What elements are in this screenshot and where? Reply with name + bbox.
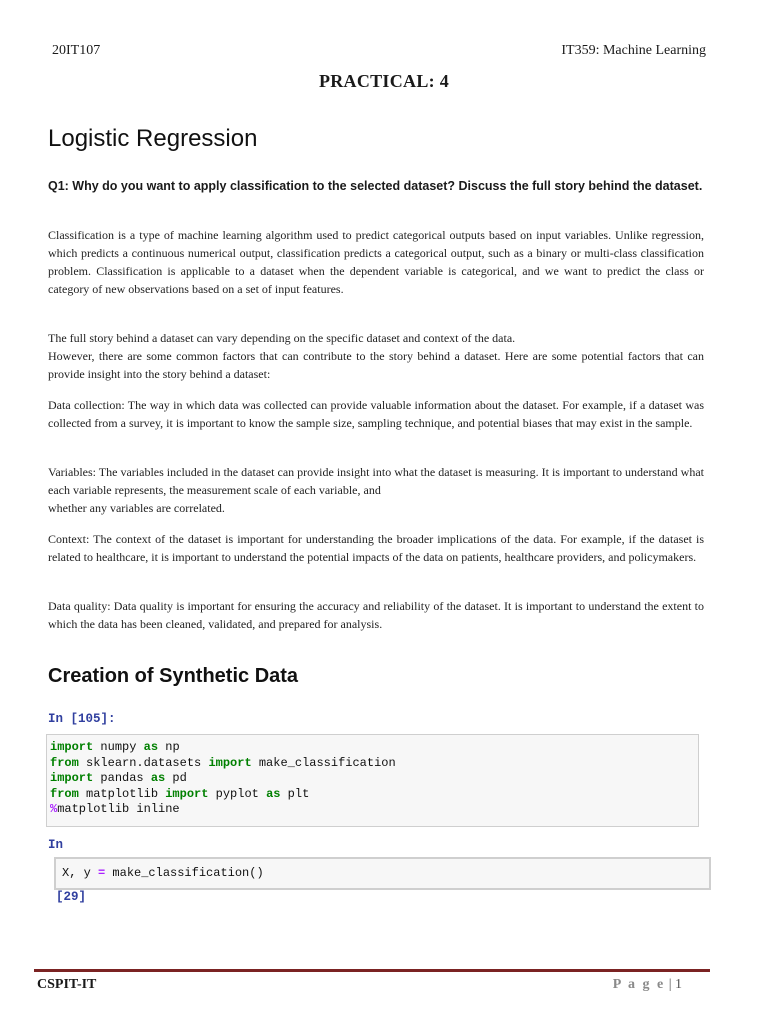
code-line: import numpy as np [50, 740, 180, 754]
section-heading-synthetic-data: Creation of Synthetic Data [48, 665, 299, 687]
page-title: Logistic Regression [48, 125, 258, 152]
paragraph-context: Context: The context of the dataset is important for understanding the broader implications of the data. For example, if the dataset is related to healthcare, it is important to understand the potential impacts of the data on patients, healthcare providers, and policymakers. [48, 532, 704, 564]
paragraph-variables-line1: Variables: The variables included in the dataset can provide insight into what the dataset is measuring. It is important to understand what each variable represents, the measurement scale of each variable, and [48, 465, 704, 497]
code-cell-imports[interactable] [46, 734, 699, 827]
question-heading: Q1: Why do you want to apply classification to the selected dataset? Discuss the full story behind the dataset. [48, 179, 703, 193]
code-line: %matplotlib inline [50, 802, 180, 816]
code-line: import pandas as pd [50, 771, 187, 785]
footer-rule [34, 969, 710, 972]
code-line: from sklearn.datasets import make_classification [50, 755, 396, 770]
paragraph-story-line1: The full story behind a dataset can vary depending on the specific dataset and context of the data. [48, 331, 516, 345]
paragraph-data-collection: Data collection: The way in which data was collected can provide valuable information about the dataset. For example, if a dataset was collected from a survey, it is important to know the sample size, sampling technique, and potential biases that may exist in the sample. [48, 398, 704, 430]
code-line: X, y = make_classification() [62, 866, 264, 880]
paragraph-data-quality: Data quality: Data quality is important for ensuring the accuracy and reliability of the dataset. It is important to understand the extent to which the data has been cleaned, validated, and prepared for analysis. [48, 599, 704, 631]
footer-page-label: P a g e [612, 977, 666, 992]
code-line: from matplotlib import pyplot as plt [50, 786, 310, 801]
paragraph-classification: Classification is a type of machine learning algorithm used to predict categorical outputs based on input variables. Unlike regression, which predicts a continuous numerical output, classification predicts a categorical output, such as a binary or multi-class classification problem. Classification is applicable to a dataset when the dependent variable is categorical, and we want to predict the class or category of new observations based on a set of input features. [48, 228, 704, 296]
header-course: IT359: Machine Learning [561, 43, 706, 58]
footer-department: CSPIT-IT [37, 977, 97, 992]
paragraph-story [48, 329, 704, 383]
paragraph-story-line2: However, there are some common factors that can contribute to the story behind a dataset. Here are some potential factors that can provide insight into the story behind a dataset: [48, 349, 704, 381]
footer-page-separator: | [665, 977, 675, 992]
practical-title: PRACTICAL: 4 [318, 71, 450, 91]
paragraph-variables-line2: whether any variables are correlated. [48, 501, 225, 515]
code-cell-make-classification[interactable] [54, 857, 711, 890]
header-student-id: 20IT107 [52, 43, 101, 58]
footer-page-value: 1 [675, 977, 682, 992]
cell2-execution-count: [29] [56, 890, 87, 904]
footer-page-number [613, 977, 682, 993]
paragraph-variables [48, 463, 704, 517]
cell2-prompt: In [48, 838, 64, 852]
cell1-prompt: In [105]: [48, 712, 116, 726]
